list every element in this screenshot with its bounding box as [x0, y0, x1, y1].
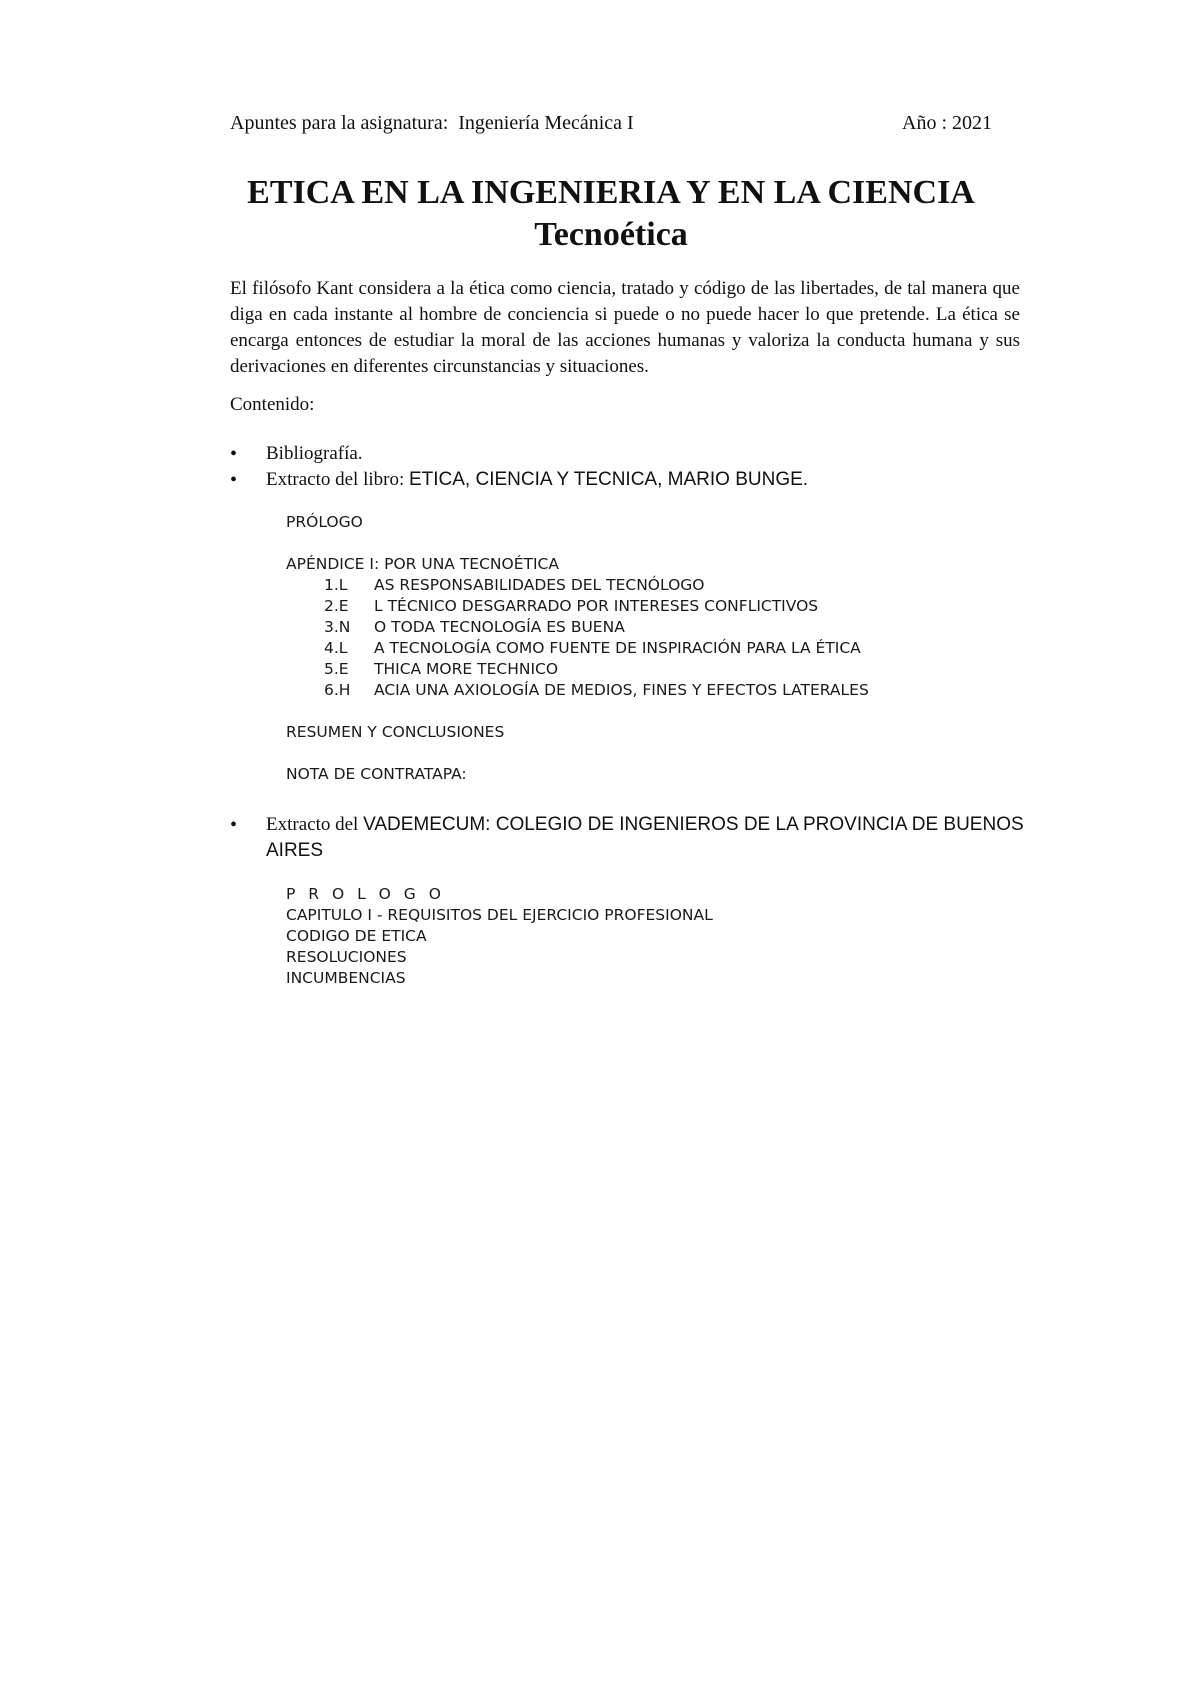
vademecum-contents [286, 884, 713, 989]
bullet-text: Bibliografía. [266, 443, 363, 464]
bullet-book-title: ETICA, CIENCIA Y TECNICA, MARIO BUNGE. [408, 469, 809, 490]
appendix-item-number: 4.L [324, 639, 348, 657]
vademecum-item: P R O L O G O [286, 885, 445, 903]
subject-label: Apuntes para la asignatura: [230, 112, 449, 134]
vademecum-item: RESOLUCIONES [286, 948, 407, 966]
appendix-item-text: O TODA TECNOLOGÍA ES BUENA [374, 618, 625, 636]
appendix-title: APÉNDICE I: POR UNA TECNOÉTICA [286, 555, 559, 573]
appendix-item-text: THICA MORE TECHNICO [374, 660, 559, 678]
appendix-list [286, 575, 869, 701]
page-header [230, 112, 992, 135]
appendix-item-text: ACIA UNA AXIOLOGÍA DE MEDIOS, FINES Y EFECTOS LATERALES [374, 681, 869, 699]
appendix-item [324, 617, 869, 638]
appendix-item-number: 2.E [324, 597, 349, 615]
contents-list [230, 441, 1060, 493]
list-item [230, 441, 1060, 467]
appendix-item-number: 5.E [324, 660, 349, 678]
appendix-item-text: A TECNOLOGÍA COMO FUENTE DE INSPIRACIÓN PARA LA ÉTICA [374, 639, 861, 657]
appendix-item [324, 638, 869, 659]
document-title [230, 172, 992, 256]
title-subtitle: Tecnoética [534, 216, 688, 253]
header-year: Año : 2021 [902, 112, 992, 134]
bullet-vademecum-title: VADEMECUM: COLEGIO DE INGENIEROS DE LA PROVINCIA DE BUENOS AIRES [266, 814, 1024, 861]
book-appendix [286, 554, 869, 701]
list-item [230, 812, 1060, 864]
appendix-item-number: 1.L [324, 576, 348, 594]
vademecum-item: CODIGO DE ETICA [286, 927, 427, 945]
appendix-item-text: L TÉCNICO DESGARRADO POR INTERESES CONFLICTIVOS [374, 597, 819, 615]
appendix-item [324, 596, 869, 617]
header-subject [230, 112, 634, 135]
title-main: ETICA EN LA INGENIERIA Y EN LA CIENCIA [247, 174, 975, 211]
appendix-item-text: AS RESPONSABILIDADES DEL TECNÓLOGO [374, 576, 705, 594]
intro-paragraph: El filósofo Kant considera a la ética como ciencia, tratado y código de las libertades, de tal manera que diga en cada instante al hombre de conciencia si puede o no puede hacer lo que pretende. La ética se encarga entonces de estudiar la moral de las acciones humanas y valoriza la conducta humana y sus derivaciones en diferentes circunstancias y situaciones. [230, 278, 1020, 377]
appendix-item [324, 659, 869, 680]
list-item [230, 467, 1060, 493]
appendix-item [324, 680, 869, 701]
bullet-text: Extracto del [266, 814, 364, 835]
vademecum-item: INCUMBENCIAS [286, 969, 406, 987]
subject-name: Ingeniería Mecánica I [458, 112, 634, 134]
bullet-text: Extracto del libro: [266, 469, 409, 490]
book-summary: RESUMEN Y CONCLUSIONES [286, 723, 505, 741]
vademecum-item: CAPITULO I - REQUISITOS DEL EJERCICIO PROFESIONAL [286, 906, 713, 924]
book-back-cover-note: NOTA DE CONTRATAPA: [286, 765, 467, 783]
contents-label: Contenido: [230, 394, 315, 415]
appendix-item-number: 6.H [324, 681, 351, 699]
book-prologo: PRÓLOGO [286, 513, 363, 531]
appendix-item-number: 3.N [324, 618, 351, 636]
contents-list-continued [230, 812, 1060, 864]
appendix-item [324, 575, 869, 596]
